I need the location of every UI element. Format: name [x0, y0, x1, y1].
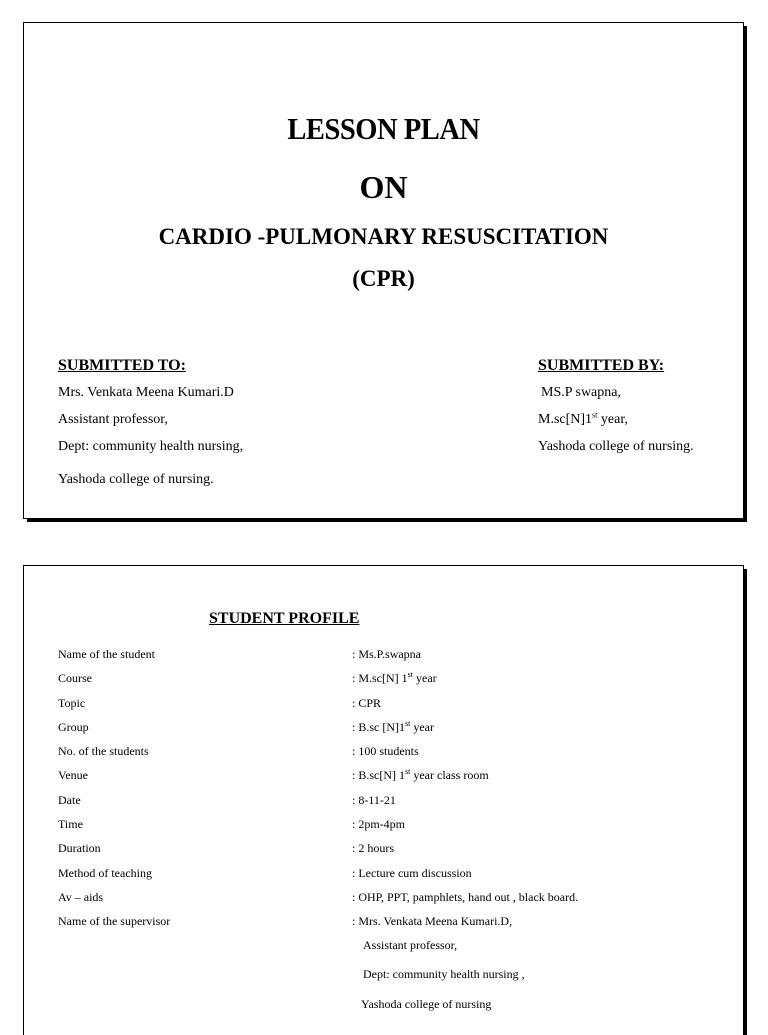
title-topic: CARDIO -PULMONARY RESUSCITATION — [158, 224, 609, 249]
profile-value-sup: st — [407, 670, 414, 680]
profile-value: : Ms.P.swapna — [352, 647, 422, 661]
submitted-to-dept: Dept: community health nursing, — [58, 439, 244, 454]
profile-value — [352, 719, 718, 743]
profile-value-text: : B.sc[N] 1 — [352, 768, 405, 783]
profile-row — [58, 670, 718, 694]
profile-row — [58, 792, 718, 816]
profile-label: No. of the students — [58, 744, 149, 759]
profile-value: : OHP, PPT, pamphlets, hand out , black board. — [352, 889, 579, 904]
profile-row — [58, 743, 718, 767]
profile-label: Name of the supervisor — [58, 914, 171, 929]
cover-page — [23, 22, 744, 519]
submitted-to-designation: Assistant professor, — [58, 412, 168, 427]
supervisor-designation: Assistant professor, — [363, 938, 458, 952]
submitted-by-course — [538, 411, 694, 429]
page-shadow — [27, 519, 747, 522]
submitted-by-block — [538, 356, 694, 465]
profile-label: Group — [58, 719, 89, 734]
profile-value-text: : B.sc [N]1 — [352, 719, 405, 734]
profile-row — [58, 865, 718, 889]
profile-value: : 2 hours — [352, 841, 394, 856]
profile-row — [58, 840, 718, 864]
title-lesson-plan: LESSON PLAN — [287, 111, 480, 146]
profile-label: Time — [58, 817, 83, 832]
course-text: M.sc[N]1 — [538, 412, 593, 427]
student-profile-page — [23, 565, 744, 1035]
profile-value-text-end: year — [410, 719, 434, 734]
profile-row — [58, 767, 718, 791]
profile-value-sup: st — [405, 767, 411, 777]
submitted-to-college: Yashoda college of nursing. — [58, 472, 214, 487]
submitted-by-heading: SUBMITTED BY: — [538, 357, 665, 374]
submitted-to-name: Mrs. Venkata Meena Kumari.D — [58, 385, 234, 400]
submitted-to-heading: SUBMITTED TO: — [58, 357, 186, 374]
profile-label: Topic — [58, 695, 86, 710]
supervisor-dept: Dept: community health nursing , — [363, 967, 525, 981]
submitted-by-name: MS.P swapna, — [541, 385, 621, 400]
course-sup: st — [592, 410, 598, 420]
profile-value: : Lecture cum discussion — [352, 865, 472, 880]
profile-value-text-end: year class room — [410, 768, 489, 783]
profile-row — [58, 646, 718, 670]
course-text-end: year, — [597, 412, 628, 427]
profile-value: : CPR — [352, 695, 382, 710]
title-abbreviation: (CPR) — [352, 266, 415, 291]
profile-label: Date — [58, 792, 81, 807]
profile-value — [352, 767, 718, 791]
student-profile-title: STUDENT PROFILE — [209, 610, 360, 627]
profile-row — [58, 816, 718, 840]
profile-label: Method of teaching — [58, 865, 152, 880]
submitted-by-college: Yashoda college of nursing. — [538, 439, 694, 454]
profile-value: : 100 students — [352, 744, 419, 759]
submitted-to-block — [58, 356, 243, 498]
student-profile-table — [58, 646, 718, 938]
profile-label: Name of the student — [58, 647, 155, 661]
profile-value-sup: st — [405, 718, 411, 728]
profile-label: Duration — [58, 841, 101, 856]
profile-value: : 2pm-4pm — [352, 817, 405, 832]
profile-label: Venue — [58, 768, 88, 783]
title-on: ON — [359, 169, 408, 205]
profile-label: Av – aids — [58, 889, 104, 904]
profile-row — [58, 719, 718, 743]
supervisor-college: Yashoda college of nursing — [361, 997, 492, 1011]
profile-value-text: : M.sc[N] 1 — [352, 671, 408, 686]
profile-row — [58, 695, 718, 719]
profile-row — [58, 913, 718, 937]
profile-value — [352, 670, 718, 694]
profile-label: Course — [58, 671, 92, 686]
profile-value-text-end: year — [413, 671, 437, 686]
profile-row — [58, 889, 718, 913]
profile-value: : 8-11-21 — [352, 792, 396, 807]
profile-value: : Mrs. Venkata Meena Kumari.D, — [352, 914, 513, 929]
